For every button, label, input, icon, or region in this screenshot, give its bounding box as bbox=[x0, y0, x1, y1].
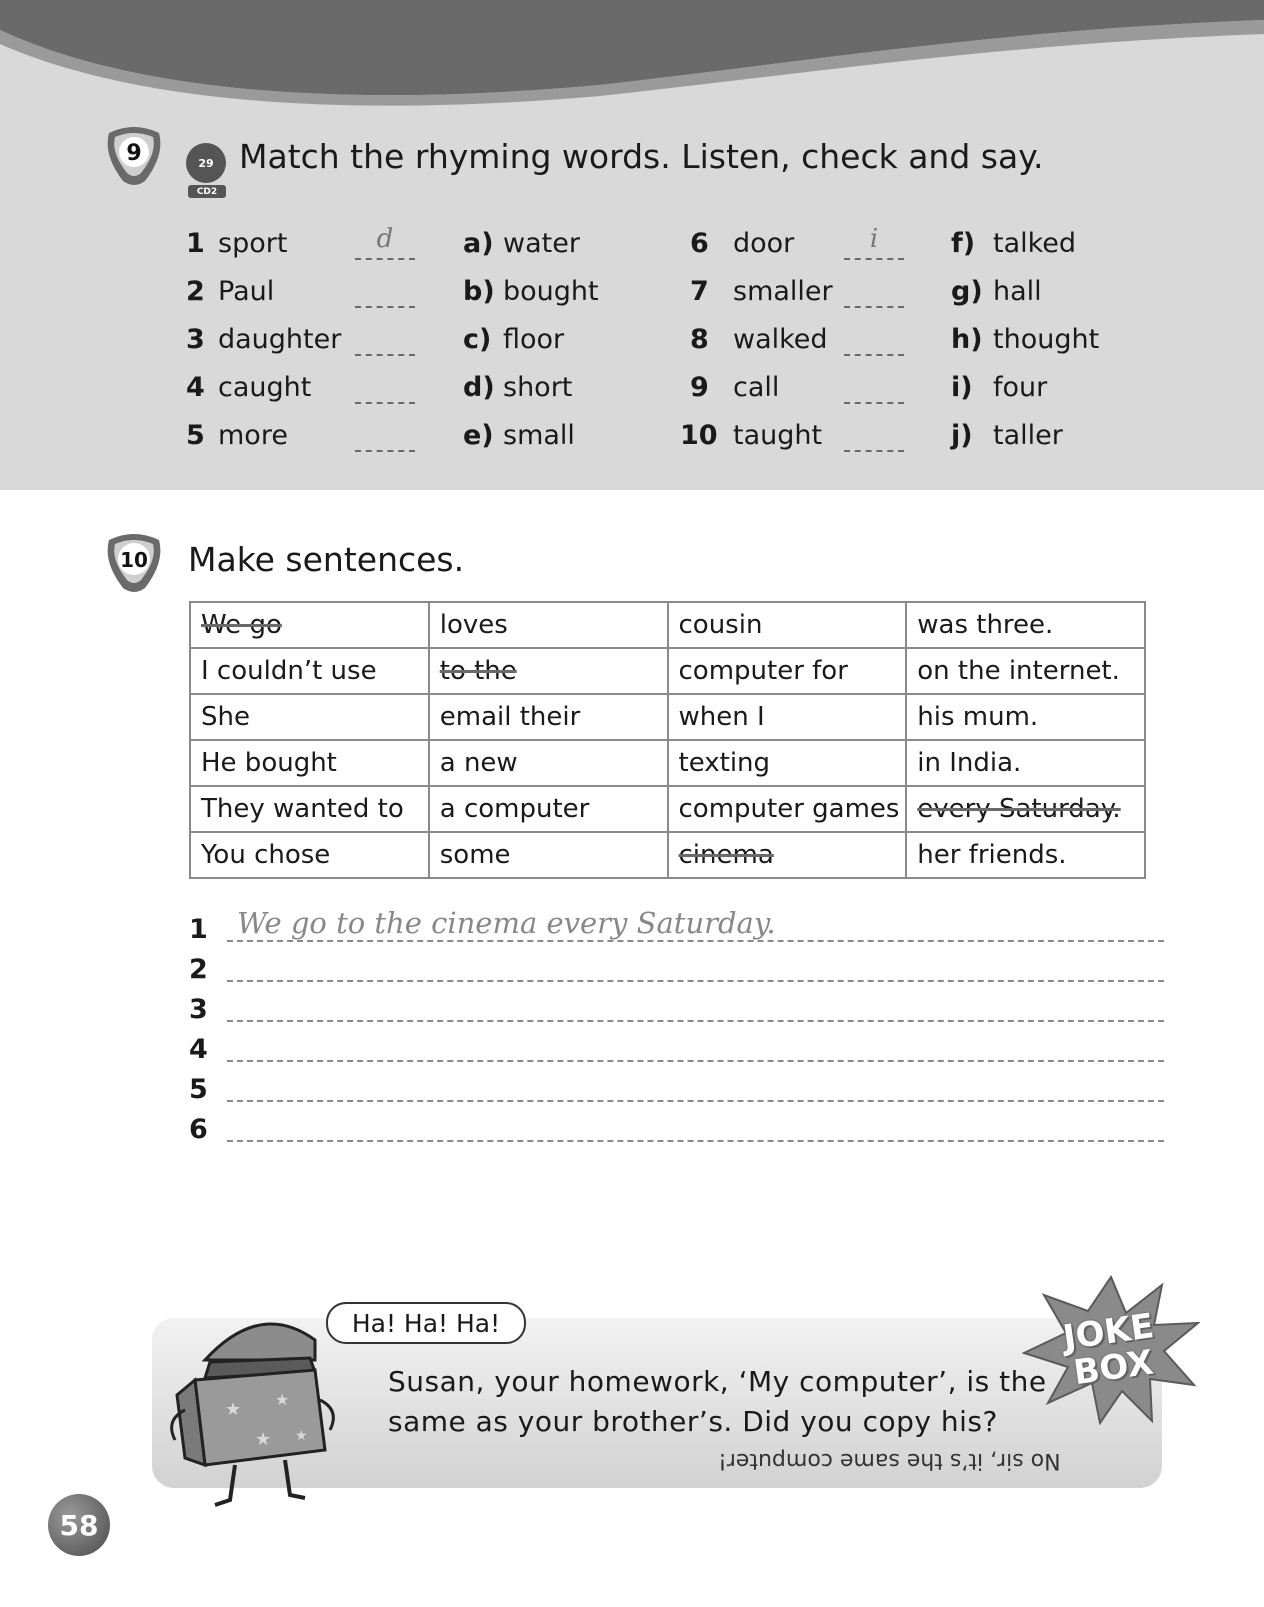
table-cell bbox=[190, 786, 429, 832]
phrase: computer for bbox=[678, 656, 848, 686]
item-word: sport bbox=[218, 228, 288, 259]
option-letter: g) bbox=[951, 276, 983, 307]
table-cell bbox=[668, 832, 907, 878]
dotted-line bbox=[227, 1100, 1164, 1102]
table-cell bbox=[906, 694, 1145, 740]
item-number: 5 bbox=[186, 420, 205, 451]
answer-line[interactable] bbox=[189, 986, 1164, 1026]
speech-bubble: Ha! Ha! Ha! bbox=[326, 1302, 526, 1344]
phrase: a computer bbox=[439, 794, 590, 824]
item-word: caught bbox=[218, 372, 312, 403]
option-word: water bbox=[503, 228, 580, 259]
phrase: his mum. bbox=[917, 702, 1039, 732]
table-cell bbox=[190, 740, 429, 786]
handwritten-answer: d bbox=[376, 224, 394, 254]
table-cell bbox=[906, 648, 1145, 694]
answer-blank[interactable] bbox=[355, 422, 415, 452]
table-cell bbox=[429, 832, 668, 878]
answer-line[interactable] bbox=[189, 946, 1164, 986]
phrase: cousin bbox=[678, 610, 763, 640]
item-number: 1 bbox=[186, 228, 205, 259]
track-number: 29 bbox=[186, 143, 226, 183]
answer-line[interactable] bbox=[189, 1026, 1164, 1066]
answer-line[interactable] bbox=[189, 1106, 1164, 1146]
exercise-9-number: 9 bbox=[126, 140, 142, 166]
table-cell bbox=[190, 694, 429, 740]
answer-blank[interactable] bbox=[844, 374, 904, 404]
answer-blank[interactable] bbox=[844, 422, 904, 452]
answer-line-number: 3 bbox=[189, 994, 208, 1025]
option-word: taller bbox=[993, 420, 1063, 451]
crossed-out-phrase: cinema bbox=[678, 840, 774, 870]
option-word: four bbox=[993, 372, 1048, 403]
table-cell bbox=[906, 602, 1145, 648]
answer-blank[interactable] bbox=[355, 326, 415, 356]
dotted-line bbox=[227, 1140, 1164, 1142]
dotted-line bbox=[227, 1020, 1164, 1022]
answer-line-number: 6 bbox=[189, 1114, 208, 1145]
table-row bbox=[190, 740, 1145, 786]
handwritten-sentence: We go to the cinema every Saturday. bbox=[237, 906, 776, 940]
table-row bbox=[190, 786, 1145, 832]
crossed-out-phrase: every Saturday. bbox=[917, 794, 1121, 824]
phrase: email their bbox=[439, 702, 581, 732]
option-letter: d) bbox=[463, 372, 495, 403]
exercise-10-number: 10 bbox=[120, 548, 148, 572]
item-number: 7 bbox=[690, 276, 709, 307]
table-row bbox=[190, 832, 1145, 878]
table-cell bbox=[429, 602, 668, 648]
item-number: 6 bbox=[690, 228, 709, 259]
exercise-10-instruction: Make sentences. bbox=[188, 540, 465, 579]
item-word: smaller bbox=[733, 276, 833, 307]
table-cell bbox=[906, 786, 1145, 832]
dotted-line bbox=[227, 980, 1164, 982]
exercise-9-instruction: Match the rhyming words. Listen, check and say. bbox=[239, 137, 1044, 176]
table-cell bbox=[429, 694, 668, 740]
answer-blank[interactable] bbox=[355, 374, 415, 404]
phrase: when I bbox=[678, 702, 765, 732]
item-word: Paul bbox=[218, 276, 275, 307]
table-row bbox=[190, 648, 1145, 694]
phrase: texting bbox=[678, 748, 771, 778]
phrase: He bought bbox=[201, 748, 337, 778]
phrase: on the internet. bbox=[917, 656, 1120, 686]
phrase: They wanted to bbox=[201, 794, 404, 824]
option-letter: h) bbox=[951, 324, 983, 355]
phrase: I couldn’t use bbox=[201, 656, 377, 686]
item-word: daughter bbox=[218, 324, 342, 355]
answer-blank[interactable] bbox=[355, 278, 415, 308]
option-word: small bbox=[503, 420, 575, 451]
joke-box-title: JOKE BOX bbox=[1060, 1306, 1157, 1394]
table-cell bbox=[906, 832, 1145, 878]
crossed-out-phrase: We go bbox=[201, 610, 282, 640]
crossed-out-phrase: to the bbox=[439, 656, 517, 686]
phrase: You chose bbox=[201, 840, 331, 870]
answer-blank[interactable] bbox=[844, 326, 904, 356]
item-word: call bbox=[733, 372, 780, 403]
option-letter: i) bbox=[951, 372, 973, 403]
dotted-line bbox=[227, 940, 1164, 942]
answer-line-number: 1 bbox=[189, 914, 208, 945]
item-number: 9 bbox=[690, 372, 709, 403]
item-word: taught bbox=[733, 420, 823, 451]
answer-blank[interactable] bbox=[844, 278, 904, 308]
table-cell bbox=[668, 602, 907, 648]
phrase: loves bbox=[439, 610, 508, 640]
item-number: 10 bbox=[680, 420, 718, 451]
phrase: her friends. bbox=[917, 840, 1067, 870]
cd-label: CD2 bbox=[188, 185, 226, 198]
item-word: walked bbox=[733, 324, 828, 355]
option-word: talked bbox=[993, 228, 1077, 259]
answer-line-number: 2 bbox=[189, 954, 208, 985]
table-cell bbox=[190, 832, 429, 878]
svg-text:★: ★ bbox=[225, 1399, 242, 1420]
item-number: 2 bbox=[186, 276, 205, 307]
exercise-9-badge bbox=[101, 123, 167, 189]
phrase: was three. bbox=[917, 610, 1054, 640]
answer-line[interactable] bbox=[189, 1066, 1164, 1106]
answer-line[interactable] bbox=[189, 906, 1164, 946]
table-cell bbox=[429, 786, 668, 832]
option-word: floor bbox=[503, 324, 565, 355]
option-letter: a) bbox=[463, 228, 494, 259]
item-word: more bbox=[218, 420, 288, 451]
joke-line-2: same as your brother’s. Did you copy his? bbox=[388, 1405, 998, 1438]
table-cell bbox=[429, 740, 668, 786]
option-letter: j) bbox=[951, 420, 973, 451]
table-cell bbox=[668, 740, 907, 786]
phrase: in India. bbox=[917, 748, 1022, 778]
header-wave bbox=[0, 0, 1264, 110]
phrase: computer games bbox=[678, 794, 900, 824]
item-number: 4 bbox=[186, 372, 205, 403]
phrase: some bbox=[439, 840, 511, 870]
table-row bbox=[190, 694, 1145, 740]
table-cell bbox=[190, 648, 429, 694]
option-word: short bbox=[503, 372, 573, 403]
option-letter: b) bbox=[463, 276, 495, 307]
item-number: 8 bbox=[690, 324, 709, 355]
option-word: hall bbox=[993, 276, 1042, 307]
item-number: 3 bbox=[186, 324, 205, 355]
answer-line-number: 4 bbox=[189, 1034, 208, 1065]
answer-line-number: 5 bbox=[189, 1074, 208, 1105]
phrase: She bbox=[201, 702, 250, 732]
handwritten-answer: i bbox=[869, 224, 879, 254]
table-cell bbox=[429, 648, 668, 694]
joke-line-1: Susan, your homework, ‘My computer’, is the bbox=[388, 1365, 1047, 1398]
svg-text:★: ★ bbox=[295, 1428, 308, 1444]
table-cell bbox=[668, 694, 907, 740]
table-cell bbox=[668, 648, 907, 694]
page-number: 58 bbox=[48, 1494, 110, 1556]
phrase: a new bbox=[439, 748, 518, 778]
svg-text:★: ★ bbox=[255, 1429, 272, 1450]
table-cell bbox=[906, 740, 1145, 786]
option-letter: f) bbox=[951, 228, 976, 259]
exercise-10-badge bbox=[101, 530, 167, 596]
option-letter: c) bbox=[463, 324, 492, 355]
option-word: thought bbox=[993, 324, 1100, 355]
table-cell bbox=[190, 602, 429, 648]
option-word: bought bbox=[503, 276, 599, 307]
svg-text:★: ★ bbox=[275, 1390, 290, 1409]
item-word: door bbox=[733, 228, 795, 259]
answer-blank[interactable] bbox=[844, 224, 904, 260]
joke-answer-upside-down: No sir, it’s the same computer! bbox=[718, 1448, 1061, 1473]
audio-track-icon[interactable] bbox=[186, 143, 230, 201]
answer-blank[interactable] bbox=[355, 224, 415, 260]
joke-question bbox=[388, 1362, 1047, 1442]
option-letter: e) bbox=[463, 420, 494, 451]
sentence-table bbox=[189, 601, 1146, 879]
table-cell bbox=[668, 786, 907, 832]
table-row bbox=[190, 602, 1145, 648]
dotted-line bbox=[227, 1060, 1164, 1062]
